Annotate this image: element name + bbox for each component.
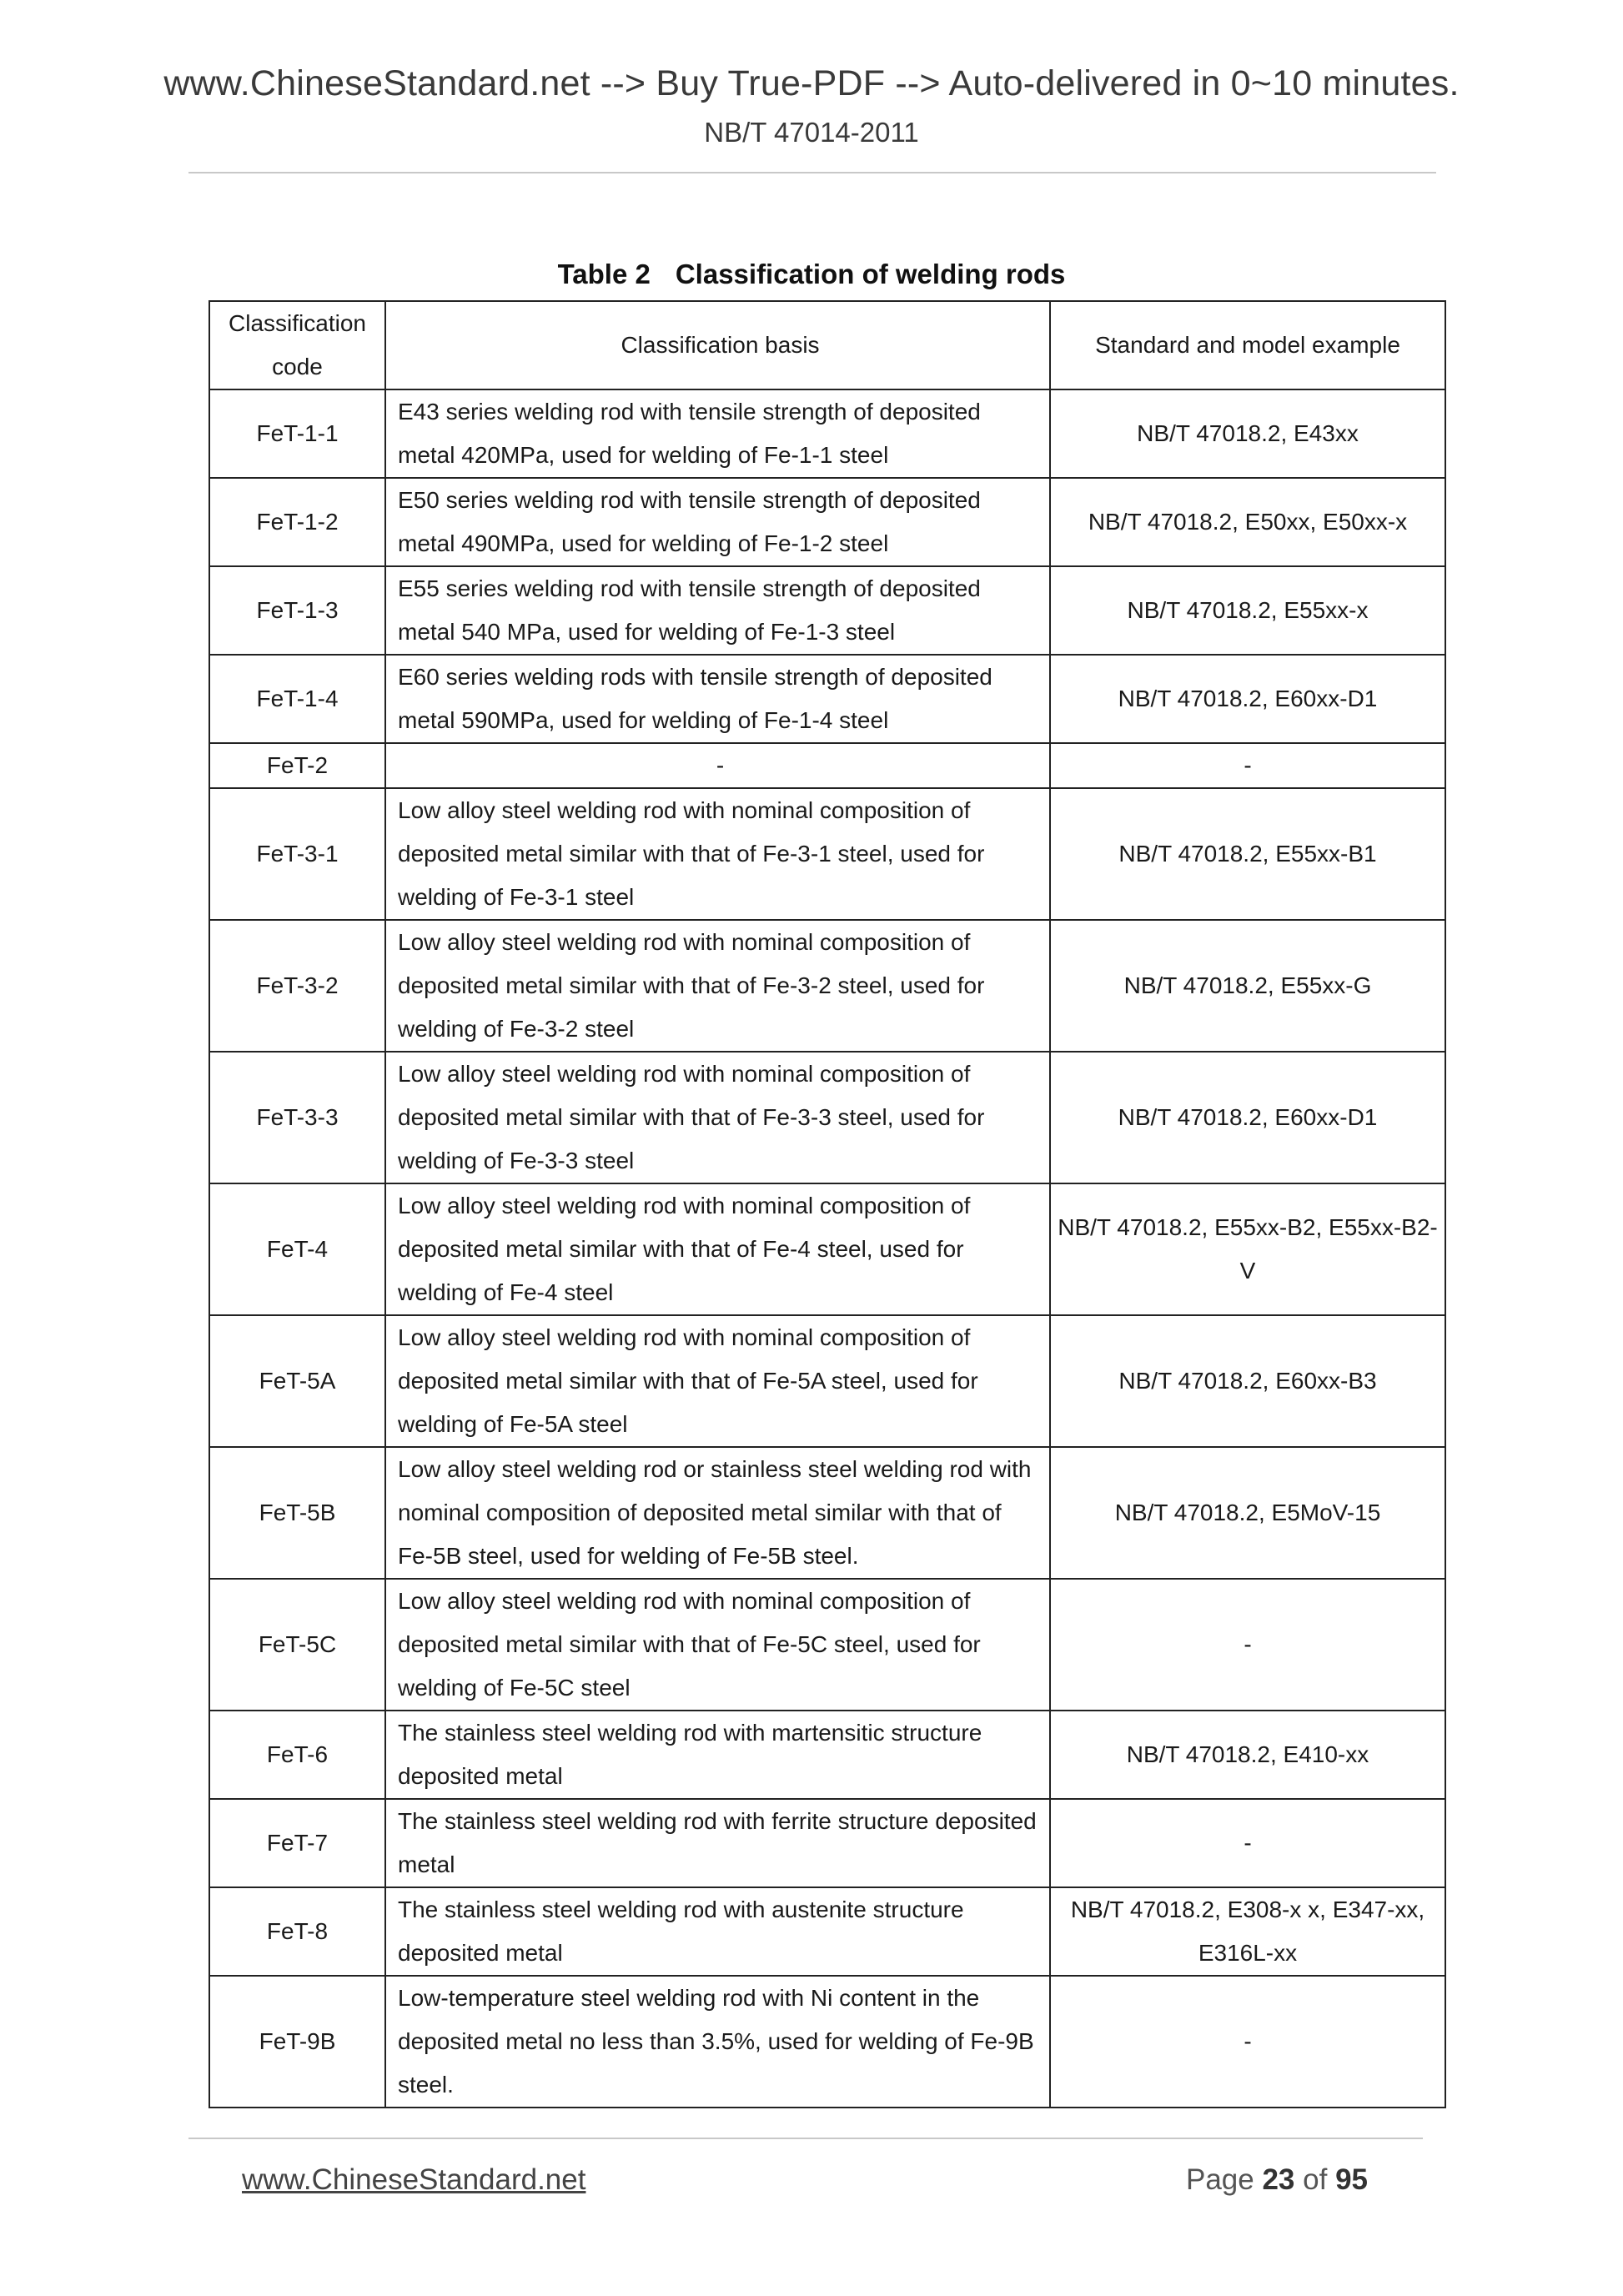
cell-standard: NB/T 47018.2, E43xx (1050, 389, 1445, 478)
cell-standard: NB/T 47018.2, E60xx-D1 (1050, 1052, 1445, 1183)
page-of: of (1303, 2163, 1328, 2196)
table-row (209, 1315, 1445, 1447)
cell-code: FeT-5B (209, 1447, 385, 1579)
cell-code: FeT-7 (209, 1799, 385, 1887)
header-divider (188, 172, 1436, 173)
cell-basis: The stainless steel welding rod with martensitic structure deposited metal (385, 1711, 1050, 1799)
table-row (209, 478, 1445, 566)
cell-code: FeT-9B (209, 1976, 385, 2108)
column-header-standard: Standard and model example (1050, 301, 1445, 389)
cell-basis: - (385, 743, 1050, 788)
cell-code: FeT-1-2 (209, 478, 385, 566)
cell-code: FeT-3-2 (209, 920, 385, 1052)
cell-code: FeT-5C (209, 1579, 385, 1711)
column-header-code: Classification code (209, 301, 385, 389)
table-row (209, 1799, 1445, 1887)
cell-basis: The stainless steel welding rod with austenite structure deposited metal (385, 1887, 1050, 1976)
table-row (209, 1887, 1445, 1976)
cell-basis: Low alloy steel welding rod with nominal composition of deposited metal similar with that of Fe-5C steel, used for welding of Fe-5C steel (385, 1579, 1050, 1711)
cell-code: FeT-4 (209, 1183, 385, 1315)
table-row (209, 743, 1445, 788)
cell-code: FeT-3-1 (209, 788, 385, 920)
cell-basis: Low alloy steel welding rod with nominal composition of deposited metal similar with that of Fe-3-1 steel, used for welding of Fe-3-1 steel (385, 788, 1050, 920)
table-row (209, 655, 1445, 743)
table-title-text: Classification of welding rods (675, 259, 1066, 289)
table-row (209, 920, 1445, 1052)
cell-basis: Low alloy steel welding rod with nominal composition of deposited metal similar with that of Fe-3-3 steel, used for welding of Fe-3-3 steel (385, 1052, 1050, 1183)
page-indicator (1186, 2163, 1368, 2197)
table-row (209, 1711, 1445, 1799)
page-total: 95 (1335, 2163, 1368, 2196)
cell-standard: NB/T 47018.2, E5MoV-15 (1050, 1447, 1445, 1579)
cell-standard: NB/T 47018.2, E55xx-B1 (1050, 788, 1445, 920)
cell-standard: NB/T 47018.2, E55xx-x (1050, 566, 1445, 655)
cell-code: FeT-3-3 (209, 1052, 385, 1183)
classification-table (209, 300, 1446, 2108)
document-number: NB/T 47014-2011 (704, 117, 919, 148)
table-row (209, 788, 1445, 920)
header-banner: www.ChineseStandard.net --> Buy True-PDF --> Auto-delivered in 0~10 minutes. (163, 63, 1460, 103)
cell-standard: - (1050, 1579, 1445, 1711)
table-row (209, 1976, 1445, 2108)
cell-basis: E55 series welding rod with tensile strength of deposited metal 540 MPa, used for welding of Fe-1-3 steel (385, 566, 1050, 655)
cell-standard: - (1050, 743, 1445, 788)
cell-basis: Low alloy steel welding rod with nominal composition of deposited metal similar with that of Fe-3-2 steel, used for welding of Fe-3-2 steel (385, 920, 1050, 1052)
cell-standard: - (1050, 1799, 1445, 1887)
page-prefix: Page (1185, 2163, 1254, 2196)
cell-standard: - (1050, 1976, 1445, 2108)
cell-basis: Low-temperature steel welding rod with Ni content in the deposited metal no less than 3.5%, used for welding of Fe-9B steel. (385, 1976, 1050, 2108)
cell-basis: E43 series welding rod with tensile strength of deposited metal 420MPa, used for welding of Fe-1-1 steel (385, 389, 1050, 478)
cell-code: FeT-6 (209, 1711, 385, 1799)
cell-standard: NB/T 47018.2, E55xx-B2, E55xx-B2-V (1050, 1183, 1445, 1315)
cell-standard: NB/T 47018.2, E410-xx (1050, 1711, 1445, 1799)
column-header-basis: Classification basis (385, 301, 1050, 389)
table-row (209, 1052, 1445, 1183)
cell-basis: Low alloy steel welding rod with nominal composition of deposited metal similar with that of Fe-4 steel, used for welding of Fe-4 steel (385, 1183, 1050, 1315)
table-row (209, 1183, 1445, 1315)
cell-basis: E50 series welding rod with tensile strength of deposited metal 490MPa, used for welding of Fe-1-2 steel (385, 478, 1050, 566)
cell-code: FeT-1-4 (209, 655, 385, 743)
cell-standard: NB/T 47018.2, E60xx-D1 (1050, 655, 1445, 743)
footer-divider (188, 2138, 1423, 2139)
cell-basis: The stainless steel welding rod with ferrite structure deposited metal (385, 1799, 1050, 1887)
cell-code: FeT-1-3 (209, 566, 385, 655)
cell-code: FeT-1-1 (209, 389, 385, 478)
footer-site-link[interactable]: www.ChineseStandard.net (242, 2163, 586, 2196)
table-row (209, 1579, 1445, 1711)
cell-code: FeT-2 (209, 743, 385, 788)
cell-basis: E60 series welding rods with tensile strength of deposited metal 590MPa, used for welding of Fe-1-4 steel (385, 655, 1050, 743)
table-row (209, 1447, 1445, 1579)
cell-standard: NB/T 47018.2, E50xx, E50xx-x (1050, 478, 1445, 566)
cell-standard: NB/T 47018.2, E55xx-G (1050, 920, 1445, 1052)
cell-code: FeT-5A (209, 1315, 385, 1447)
table-header-row (209, 301, 1445, 389)
table-title-label: Table 2 (557, 259, 651, 289)
cell-standard: NB/T 47018.2, E60xx-B3 (1050, 1315, 1445, 1447)
cell-code: FeT-8 (209, 1887, 385, 1976)
table-row (209, 389, 1445, 478)
cell-basis: Low alloy steel welding rod or stainless steel welding rod with nominal composition of deposited metal similar with that of Fe-5B steel, used for welding of Fe-5B steel. (385, 1447, 1050, 1579)
cell-standard: NB/T 47018.2, E308-x x, E347-xx, E316L-xx (1050, 1887, 1445, 1976)
page-current: 23 (1262, 2163, 1295, 2196)
cell-basis: Low alloy steel welding rod with nominal composition of deposited metal similar with that of Fe-5A steel, used for welding of Fe-5A steel (385, 1315, 1050, 1447)
table-title (0, 259, 1623, 290)
table-row (209, 566, 1445, 655)
